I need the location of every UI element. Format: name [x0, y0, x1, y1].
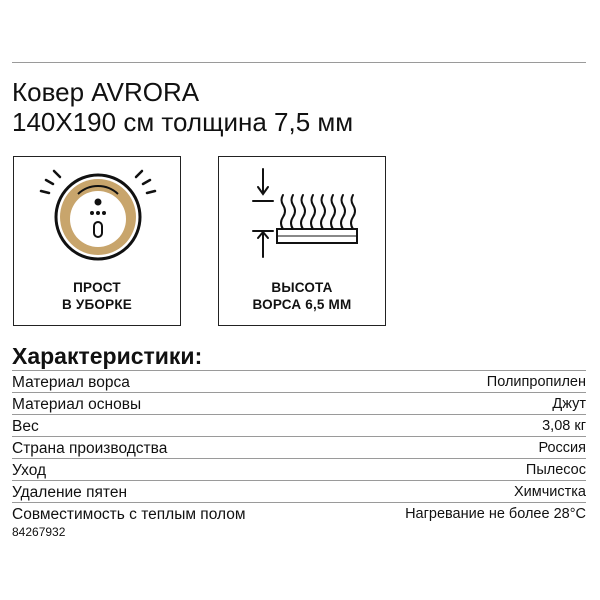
product-title-line-2: 140X190 см толщина 7,5 мм [12, 107, 354, 137]
robot-vacuum-icon [14, 157, 182, 277]
feature-card-easy-cleaning [13, 156, 181, 326]
spec-value: Пылесос [525, 462, 586, 478]
product-title-line-1: Ковер AVRORA [12, 77, 200, 107]
spec-row [12, 436, 586, 458]
specs-table [12, 370, 586, 524]
spec-value: Россия [538, 440, 586, 456]
spec-label: Материал основы [12, 396, 142, 413]
spec-row [12, 414, 586, 436]
feature-caption-line-2: В УБОРКЕ [62, 297, 132, 312]
spec-value: Нагревание не более 28°С [405, 506, 586, 522]
feature-caption-line-2: ВОРСА 6,5 ММ [252, 297, 352, 312]
spec-row [12, 458, 586, 480]
spec-label: Материал ворса [12, 374, 130, 391]
feature-caption-line-1: ВЫСОТА [271, 280, 333, 295]
spec-row [12, 480, 586, 502]
feature-caption [14, 279, 180, 313]
product-title [12, 77, 353, 137]
spec-label: Удаление пятен [12, 484, 128, 501]
spec-label: Уход [12, 462, 47, 479]
feature-card-pile-height [218, 156, 386, 326]
spec-label: Страна производства [12, 440, 168, 457]
spec-value: 3,08 кг [542, 418, 586, 434]
feature-caption [219, 279, 385, 313]
spec-value: Полипропилен [486, 374, 586, 390]
spec-value: Химчистка [513, 484, 586, 500]
feature-caption-line-1: ПРОСТ [73, 280, 121, 295]
spec-label: Вес [12, 418, 39, 435]
pile-height-icon [219, 157, 387, 277]
spec-row [12, 502, 586, 524]
spec-label: Совместимость с теплым полом [12, 506, 246, 523]
sku-code: 84267932 [12, 525, 66, 539]
spec-row [12, 392, 586, 414]
spec-value: Джут [552, 396, 586, 412]
spec-row [12, 370, 586, 392]
specs-heading: Характеристики: [12, 343, 203, 369]
top-divider [12, 62, 586, 63]
